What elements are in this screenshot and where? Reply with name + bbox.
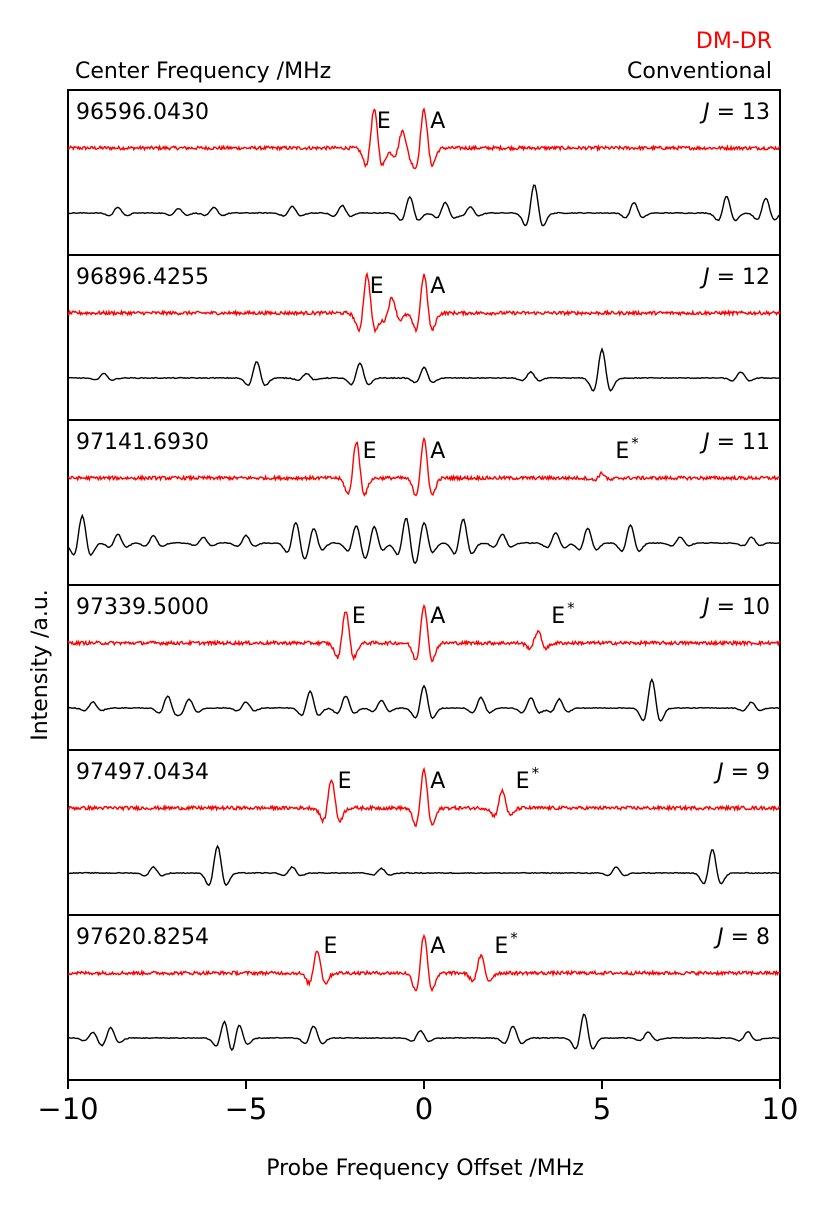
dmdr-legend-label: DM-DR [695, 29, 772, 54]
line-label: E * [515, 764, 540, 794]
conventional-trace [68, 846, 780, 885]
conventional-legend-label: Conventional [627, 59, 772, 84]
conventional-trace [68, 680, 780, 721]
j-label: J = 10 [703, 595, 770, 620]
j-label: J = 13 [703, 100, 770, 125]
spectrum-panel [68, 420, 780, 585]
line-label: E [351, 604, 366, 629]
center-frequency-value: 96596.0430 [76, 100, 209, 125]
j-label: J = 9 [717, 760, 770, 785]
conventional-trace [68, 516, 780, 564]
line-label: E * [494, 929, 518, 959]
chart-header [75, 29, 772, 84]
line-label: E [362, 439, 377, 464]
line-label: E [376, 109, 391, 134]
center-frequency-value: 97339.5000 [76, 595, 209, 620]
line-label: E [369, 274, 384, 299]
line-label: E [323, 934, 338, 959]
line-label: A [430, 769, 446, 794]
spectrum-panel [68, 90, 780, 255]
line-label: A [430, 439, 446, 464]
center-frequency-value: 97497.0434 [76, 760, 209, 785]
line-label: E * [615, 434, 639, 464]
spectrum-panel [68, 255, 780, 420]
line-label: A [430, 274, 446, 299]
spectrum-panel [68, 585, 780, 750]
j-label: J = 12 [703, 265, 770, 290]
panels-group [68, 90, 780, 1080]
x-axis-label: Probe Frequency Offset /MHz [266, 1156, 584, 1181]
y-axis-label: Intensity /a.u. [28, 589, 53, 741]
center-frequency-label: Center Frequency /MHz [75, 59, 332, 84]
conventional-trace [68, 349, 780, 391]
spectrum-panel [68, 750, 780, 915]
x-axis [37, 1080, 798, 1126]
line-label: A [430, 934, 446, 959]
center-frequency-value: 96896.4255 [76, 265, 209, 290]
conventional-trace [68, 185, 780, 225]
x-tick-label: 10 [761, 1092, 799, 1126]
x-tick-label: 5 [592, 1092, 612, 1126]
x-tick-label: −10 [37, 1092, 99, 1126]
spectrum-panel [68, 915, 780, 1080]
x-tick-label: −5 [224, 1092, 268, 1126]
x-tick-label: 0 [414, 1092, 434, 1126]
line-label: A [430, 109, 446, 134]
line-label: A [430, 604, 446, 629]
center-frequency-value: 97620.8254 [76, 925, 209, 950]
conventional-trace [68, 1014, 780, 1050]
line-label: E * [551, 599, 575, 629]
center-frequency-value: 97141.6930 [76, 430, 209, 455]
j-label: J = 8 [717, 925, 770, 950]
j-label: J = 11 [703, 430, 770, 455]
line-label: E [337, 769, 352, 794]
